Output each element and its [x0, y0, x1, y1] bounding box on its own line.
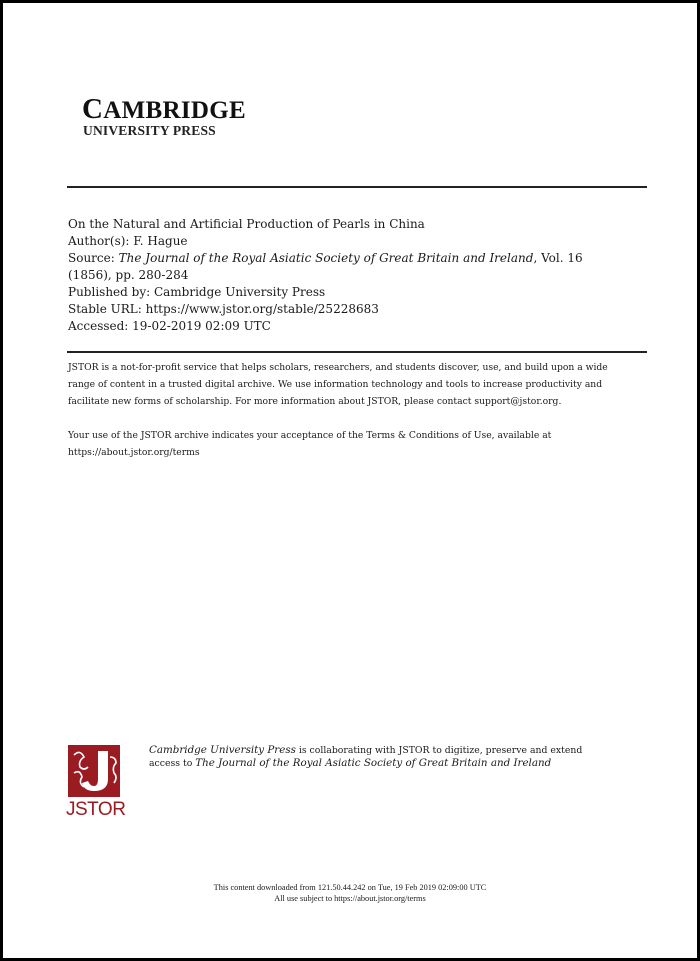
divider-top: [67, 186, 647, 188]
source-journal: The Journal of the Royal Asiatic Society of Great Britain and Ireland: [118, 251, 534, 265]
jstor-logo-icon: [68, 745, 120, 797]
collab-text-2: access to: [149, 758, 196, 769]
divider-middle: [67, 351, 647, 353]
stable-url-link[interactable]: Stable URL: https://www.jstor.org/stable/25228683: [68, 302, 379, 316]
download-footer: [0, 882, 700, 904]
source-volume: , Vol. 16: [533, 251, 583, 265]
article-source: [68, 250, 583, 267]
article-metadata: [68, 216, 583, 335]
jstor-logo-text: JSTOR: [66, 799, 126, 820]
footer-download-info: This content downloaded from 121.50.44.242 on Tue, 19 Feb 2019 02:09:00 UTC: [213, 883, 487, 892]
logo-initial: C: [82, 93, 104, 125]
author-name: F. Hague: [133, 234, 188, 248]
article-source-pages: (1856), pp. 280-284: [68, 268, 189, 282]
source-label: Source:: [68, 251, 115, 265]
article-publisher: Published by: Cambridge University Press: [68, 285, 326, 299]
article-title: On the Natural and Artificial Production of Pearls in China: [68, 217, 425, 231]
jstor-description: [68, 359, 608, 410]
article-author: [68, 233, 583, 250]
collaboration-notice: [149, 744, 582, 770]
description-line: range of content in a trusted digital archive. We use information technology and tools to increase productivity and: [68, 379, 603, 390]
author-label: Author(s):: [68, 234, 130, 248]
logo-word: AMBRIDGE: [103, 97, 246, 124]
collab-publisher: Cambridge University Press: [149, 744, 296, 756]
description-line: facilitate new forms of scholarship. For more information about JSTOR, please contact support@jstor.org.: [68, 396, 562, 407]
terms-line: Your use of the JSTOR archive indicates your acceptance of the Terms & Conditions of Use, available at: [68, 430, 552, 441]
cambridge-logo: [82, 93, 246, 125]
description-line: JSTOR is a not-for-profit service that helps scholars, researchers, and students discover, use, and build upon a wide: [68, 362, 608, 373]
accessed-date: Accessed: 19-02-2019 02:09 UTC: [68, 319, 271, 333]
collab-text: is collaborating with JSTOR to digitize, preserve and extend: [295, 745, 583, 756]
terms-notice: [68, 427, 551, 461]
collab-journal: The Journal of the Royal Asiatic Society of Great Britain and Ireland: [195, 757, 552, 769]
cambridge-logo-subtitle: UNIVERSITY PRESS: [83, 123, 216, 138]
terms-link[interactable]: https://about.jstor.org/terms: [68, 447, 200, 458]
footer-terms: All use subject to https://about.jstor.org/terms: [274, 894, 426, 903]
